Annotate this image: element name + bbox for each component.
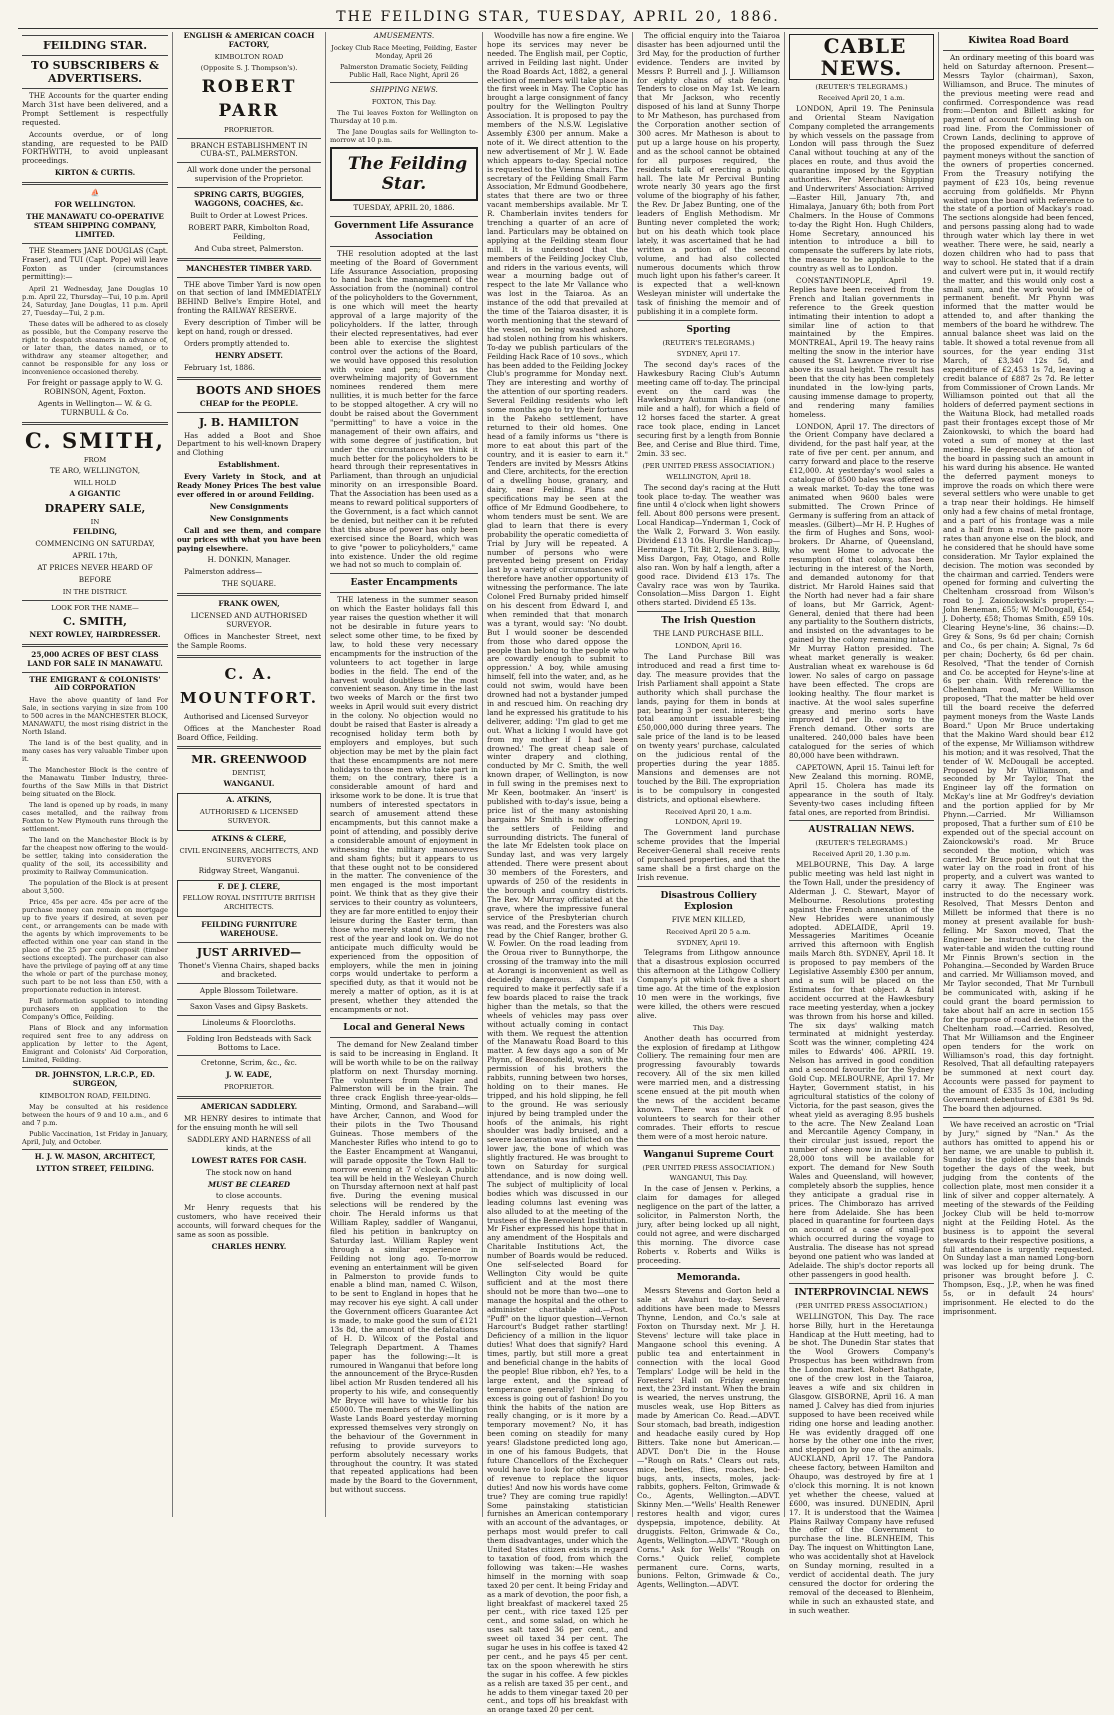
thonet-chairs: Thonet's Vienna Chairs, shaped backs and bracketed. <box>178 961 320 979</box>
henry-requests: Mr Henry requests that his customers, who have received their accounts, will forward cheques for the same as soon as possible. <box>177 1203 321 1240</box>
subscribers-heading: TO SUBSCRIBERS & ADVERTISERS. <box>31 59 159 85</box>
mountfort-offices: Offices at the Manchester Road Board Office, Feilding. <box>177 723 321 742</box>
wellington-agents: Agents in Wellington— W. & G. TURNBULL & Co. <box>37 399 153 418</box>
saddlery-harness: SADDLERY AND HARNESS of all kinds, at the <box>187 1134 311 1153</box>
manawatu-company: THE MANAWATU CO-OPERATIVE STEAM SHIPPING COMPANY, LIMITED. <box>26 211 164 239</box>
irish-body-2: The Government land purchase scheme provides that the Imperial Receiver-General shall receive rents of purchased properties, and that the same shall be a first charge on the Irish revenue. <box>637 828 780 882</box>
sporting-heading: Sporting <box>686 325 731 335</box>
commencing: COMMENCING ON SATURDAY, <box>35 539 155 549</box>
atkins-surveyor: AUTHORISED & LICENSED SURVEYOR. <box>199 808 299 826</box>
cable-body-2: CONSTANTINOPLE, April 19. Replies have been received from the French and Italian governments in reference to the Greek question intimating their intention to adopt a similar line of action to that maintained by the Empires. MONTREAL, April 19. The heavy rains melting the snow in the interior have caused the St. Lawrence river to rise above its usual height. The result has been that the city has been completely inundated in the low-lying parts, causing immense damage to property, and rendering many families homeless. <box>789 276 934 419</box>
column-7 <box>938 32 1098 1517</box>
greenwood: MR. GREENWOOD <box>191 753 307 767</box>
for-wellington: FOR WELLINGTON. <box>54 200 136 210</box>
mountfort-authorised: Authorised and Licensed Surveyor <box>184 711 309 721</box>
kiwitea-heading: Kiwitea Road Board <box>968 36 1069 46</box>
wellington-dateline: WELLINGTON, April 18. <box>666 472 751 481</box>
spring-carts: SPRING CARTS, BUGGIES, WAGGONS, COACHES, &c. <box>193 190 305 209</box>
close-accounts: to close accounts. <box>215 1191 283 1201</box>
column-3 <box>325 32 482 1517</box>
parr-signature: ROBERT PARR, Kimbolton Road, Feilding, <box>188 222 310 241</box>
a-atkins: A. ATKINS, <box>226 795 272 805</box>
licensed-surveyor: LICENSED AND AUTHORISED SURVEYOR. <box>190 611 308 629</box>
wanganui-dateline: WANGANUI, This Day. <box>669 1174 748 1183</box>
plans-block: Plans of Block and any information required sent free to any address on application by letter to the Agent, Emigrant and Colonists' Aid Corporation, Limited, Feilding. <box>22 1024 168 1065</box>
cretonne: Cretonne, Scrim, &c., &c. <box>201 1058 297 1068</box>
interprovincial-body: WELLINGTON, This Day. The race horse Billy, hurt in the Heretaunga Handicap at the Hutt meeting, had to be shot. The Dunedin Star states that the Wool Growers Company's Prospectus has been withdrawn from the London market. Robert Bathgate, one of the crew lost in the Taiaroa, leaves a wife and six children in Glasgow. GISBORNE, April 16. A man named J. Calvey has died from injuries supposed to have been received while riding one horse and leading another. He was evidently dragged off one horse by the other one into the river, and stepped on by one of the animals. AUCKLAND, April 17. The Pandora cheese factory, between Hamilton and Ohaupo, was destroyed by fire at 1 o'clock this morning. It is not known yet whether the cheese, valued at £600, was insured. DUNEDIN, April 17. It is understood that the Waimea Plains Railway Company have refused the offer of the Government to purchase the line. BLENHEIM, This Day. The inquest on Whittington Lane, who was accidentally shot at Havelock on Sunday morning, resulted in a verdict of accidental death. The jury censured the doctor for ordering the removal of the deceased to Blenheim, while in such an exhausted state, and in such weather. <box>789 1311 934 1615</box>
consult-hours: May be consulted at his residence between the hours of 9 and 10 a.m., and 6 and 7 p.m. <box>22 1103 168 1128</box>
establishment: Establishment. <box>218 460 280 470</box>
colliery-received: Received April 20 5 a.m. <box>666 927 751 936</box>
orders-attended: Orders promptly attended to. <box>184 338 290 348</box>
steamers-notice: THE Steamers JANE DOUGLAS (Capt. Fraser), and TUI (Capt. Pope) will leave Foxton as under (circumstances permitting):— <box>22 245 168 282</box>
london-19: LONDON, April 19. <box>675 818 742 827</box>
sydney-dateline: SYDNEY, April 17. <box>676 349 741 358</box>
palmerston-address: Palmerston address— <box>184 567 263 577</box>
saxon-vases: Saxon Vases and Gipsy Baskets. <box>189 1001 309 1011</box>
interprovincial-source: (PER UNITED PRESS ASSOCIATION.) <box>795 1301 928 1310</box>
owen-offices: Offices in Manchester Street, next the Sample Rooms. <box>177 631 321 650</box>
local-notes: We have received an acrostic on "Trial by Jury," signed by "Nan." As the authors has omitted to append his or her name, we are unable to publish it. Sunday is the golden clasp that binds together the days of the week, but judging from the contents of the collection plate, most men consider it a link of silver and copper alternately. A meeting of the stewards of the Feilding Jockey Club will be held to-morrow night at the Feilding Hotel. As the business is to appoint the several stewards to their respective positions, a full attendance is urgently requested. On Sunday last a man named Long-born was locked up for being drunk. The prisoner was brought before J. C. Thompson, Esq., J.P., when he was fined 5s, or in default 24 hours' imprisonment. He elected to do the imprisonment. <box>943 1119 1094 1316</box>
folding-bedsteads: Folding Iron Bedsteads with Sack Bottoms to Lace. <box>186 1033 312 1052</box>
gov-life-body: THE resolution adopted at the last meeting of the Board of Government Life Assurance Association, proposing to hand back the management of the Association from the (nominal) control of the policyholders to the Government, is one which will meet the hearty approval of a large majority of the policyholders. If the latter, through their elected representatives, had ever been able to exercise the slightest control over the actions of the Board, we would have opposed this resolution with voice and pen; but as the overwhelming majority of Government nominees rendered them mere nullities, it is much better for the farce to be stopped altogether. A cry will no doubt be raised about the Government "permitting" to have a voice in the management of their own affairs, and with some degree of justification, but under the circumstances we think it much better for the policyholders to be heard through their representatives in Parliament, than through an unjudicial minority on an irresponsible Board. That the Association has been used as a means to reward political supporters of the Government, is a fact which cannot be denied, but neither can it be refuted that this abuse of power has only been exercised since the Board, which was to give "power to policyholders," came into existence. Under the old regime we had not so much to complain of. <box>330 248 478 570</box>
linoleums: Linoleums & Floorcloths. <box>202 1017 296 1027</box>
kiwitea-body: An ordinary meeting of this board was held on Saturday afternoon. Present—Messrs Taylor (chairman), Saxon, Williamson, and Bruce. The minutes of the previous meeting were read and confirmed. Correspondence was read from:—Denton and Billett asking for payment of account for felling bush on road line. From the Commissioner of Crown Lands, declining to approve of the proposed expenditure of deferred payment moneys without the sanction of the owners of properties concerned. From the Treasury notifying the payment of £23 10s, being revenue accruing from goldfields. Mr Phynn waited upon the board with reference to the state of a portion of Mackay's road. The sections alongside had been fenced, and persons passing along had to wade through water which lay there in wet weather. There were, he said, nearly a dozen children who had to pass that way to school. He stated that if a drain and culvert were put in, it would rectify the matter, and this would only cost a small sum, and the work would be of permanent benefit. Mr Phynn was informed that the matter would be attended to, and after thanking the members of the board he withdrew. The annual balance sheet was laid on the table. It showed a total revenue from all sources, for the year ending 31st March, of £3,340 12s 5d, and expenditure of £2,453 1s 7d, leaving a credit balance of £887 2s 7d. Re letter from Commissioner of Crown Lands. Mr Williamson pointed out that all the holders of deferred payment sections in the Waituna Block, had metalled roads past their frontages except those of Mr Zaionkowski, to which the board had voted a sum of money at the last meeting. He deprecated the action of the board in passing such an amount in his ward during his absence. He wanted the deferred payment moneys to improve the roads on which there were several settlers who were unable to get a trap near their holdings. He himself only had a few chains of metal frontage, and a part of his frontage was a mile and a half from a road. He paid more rates than anyone else on the block, and he considered that he should have some consideration. Mr Taylor explained the decision. The motion was seconded by the chairman and carried. Tenders were opened for forming and culverting the Cheltenham crossroad from Wilson's road to J. Zaionckowski's property:—John Beneman, £55; W. McDougall, £54; J. Doherty, £58; Thomas Smith, £59 10s. Clearing Heyne's-line, 36 chains:—D. Grey & Sons, 9s 6d per chain; Cornish and Co., 6s per chain; A. Signal, 7s 6d per chain; Docherty, 6s 6d per chain. Resolved, "That the tender of Cornish and Co. be accepted for Heyne's-line at 6s per chain. With reference to the Cheltenham road, Mr Williamson proposed, "That the matter be held over till the board receive the deferred payment moneys from the Waste Lands Board." Upon Mr Bruce undertaking that the Makino Ward should bear £12 of the expense, Mr Williamson withdrew his motion; and it was resolved, That the tender of W. McDougall be accepted. Proposed by Mr Williamson, and seconded by Mr Taylor, That the Engineer lay off the formation on McKay's line at Mr Godfrey's deviation and the portion applied for by Mr Phynn.—Carried. Mr Williamson proposed, That a further sum of £10 be expended out of the special account on Zaionckowski's road. Mr Bruce seconded the motion, which was carried. Mr Bruce pointed out that the water lay on the road in front of his property, and a culvert was wanted to carry it away. The Engineer was instructed to do the necessary work. Resolved, That Messrs Denton and Millett be informed that there is no money at present available for bush-felling. Mr Saxon moved, That the Engineer be instructed to clear the water-table and widen the cutting round Mr Finnis Brown's section in the Pohangina.—Seconded by Warden Bruce and carried. Mr Williamson moved, and Mr Taylor seconded, That Mr Turnbull be communicated with, asking if he could grant the board permission to take about half an acre in section 155 for the purpose of road deviation on the Cheltenham road.—Carried. Resolved, That Mr Williamson and the Engineer open tenders for the work on Williamson's road, this day fortnight. Resolved, That all defaulting ratepayers be summoned at next court day. Accounts were passed for payment to the amount of £335 3s 10d, including Government debentures of £381 9s 9d. The board then adjourned. <box>943 53 1094 1113</box>
dates-disclaimer: These dates will be adhered to as closely as possible, but the Company reserve the right to despatch steamers in advance of, or later than, the dates named, or to withdraw any steamer altogether, and cannot be responsible for any loss or inconvenience occasioned thereby. <box>22 320 168 377</box>
tui-leaves: The Tui leaves Foxton for Wellington on Thursday at 10 p.m. <box>330 108 478 125</box>
vaccination: Public Vaccination, 1st Friday in January, April, July, and October. <box>22 1130 168 1147</box>
c-smith-title: C. SMITH, <box>25 427 165 453</box>
american-saddlery: AMERICAN SADDLERY. <box>200 1102 298 1112</box>
in-text: IN <box>90 517 100 526</box>
colliery-body: Telegrams from Lithgow announce that a disastrous explosion occurred this afternoon at the Lithgow Colliery Company's pit which took five a short time ago. At the time of the explosion 10 men were in the workings, five were killed, the others were rescued alive. <box>637 948 780 1020</box>
column-6 <box>784 32 938 1615</box>
just-arrived: JUST ARRIVED— <box>196 946 302 960</box>
dentist: DENTIST, <box>232 769 266 778</box>
cable-news-heading: CABLE NEWS. <box>789 34 934 80</box>
irish-received: Received April 20, 1 a.m. <box>665 807 752 816</box>
local-news-body: The demand for New Zealand timber is said to be increasing in England. It will be worth while to be on the railway platform on next Thursday morning. The volunteers from Napier and Palmerston will be in the train. The three crack English three-year-olds—Minting, Ormond, and Saraband—will have Archer, Cannon, and Wood for their pilots in the Two Thousand Guineas. Those members of the Manchester Rifles who intend to go to the Easter Encampment at Wanganui, will parade opposite the Town Hall to-morrow evening at 7 o'clock. A public tea will be held in the Wesleyan Church on Thursday afternoon next at half past five. During the evening musical selections will be rendered by the choir. The Herald informs us that William Rapley, saddler of Wanganui, filed his petition in bankruptcy on Saturday last. William Rapley went through a similar experience in Feilding not long ago. To-morrow evening an entertainment will be given in Palmerston to provide funds to enable a blind man, named C. Wilson, to be sent to England in hopes that he may recover his eye sight. A call under the Government officers Guarantee Act is made, to make good the sum of £121 13s 8d, the amount of the defalcations of H. D. Wilcox of the Postal and Telegraph Department. A Thames paper has the following:—It is rumoured in Wanganui that before long the announcement of the Bryce-Rusden libel action Mr Rusden tendered all his property to his wife, and consequently Mr Bryce will have to whistle for his £5000. The members of the Wellington Waste Lands Board yesterday morning expressed themselves very strongly on the behaviour of the Government in refusing to provide surveyors to perform absolutely necessary works throughout the country. It was stated that repeated applications had been made by the Board to the Government, but without success. <box>330 1039 478 1495</box>
memoranda-heading: Memoranda. <box>676 1273 741 1284</box>
smith-from: FROM <box>83 455 107 464</box>
court-source: (PER UNITED PRESS ASSOCIATION.) <box>642 1163 775 1172</box>
dramatic-society: Palmerston Dramatic Society, Feilding Public Hall, Race Night, April 26 <box>340 62 468 79</box>
de-clere: F. DE J. CLERE, <box>217 881 281 891</box>
henry-intimate: MR HENRY desires to intimate that for the ensuing month he will sell <box>177 1114 321 1132</box>
frank-owen: FRANK OWEN, <box>218 599 280 609</box>
australian-body: MELBOURNE, This Day. A large public meeting was held last night in the Town Hall, under the presidency of Alderman J. C. Stewart, Mayor of Melbourne. Resolutions protesting against the French annexation of the New Hebrides were unanimously adopted. ADELAIDE, April 19. Messageries Maritimes Oceanie arrived this afternoon with English mails March 8th. SYDNEY, April 18. It is proposed to pay members of the Legislative Assembly £300 per annum, and a sum will be placed on the Estimates for that object. A fatal accident occurred at the Hawkesbury race meeting yesterday, when a jockey was thrown from his horse and killed. The six days' walking match terminated at midnight yesterday. Scott was the winner, completing 424 miles to Edwards' 406. APRIL 19. Nelson has arrived in good condition and a second favourite for the Sydney Gold Cup. MELBOURNE, April 17. Mr Hayter, Government statist, in his agricultural statistics of the colony of Victoria, for the past season, gives the wheat yield as averaging 8.95 bushels to the acre. The New Zealand Loan and Mercantile Agency Company, in their circular just issued, report the number of sheep now in the colony at 28,000 tons will be available for export. The demand for New South Wales and Queensland, will however, completely absorb the supplies, hence they anticipate a gradual rise in prices. The Chimborazo has arrived here from Adelaide. She has been placed in quarantine for fourteen days on account of a case of small-pox which occurred during the voyage to Australia. The disease has not spread beyond one patient who was landed at Adelaide. The ship's doctor reports all other passengers in good health. <box>789 860 934 1279</box>
timber-yard-heading: MANCHESTER TIMBER YARD. <box>186 263 312 273</box>
built-to-order: Built to Order at Lowest Prices. <box>190 210 308 220</box>
feb-date: February 1st, 1886. <box>184 362 255 372</box>
apple-blossom: Apple Blossom Toiletware. <box>199 985 299 995</box>
masthead: THE FEILDING STAR, TUESDAY, APRIL 20, 1886. <box>18 6 1098 29</box>
column-2 <box>172 32 325 1517</box>
lytton-street: LYTTON STREET, FEILDING. <box>36 1163 154 1173</box>
prices-never: AT PRICES NEVER HEARD OF <box>37 563 153 573</box>
kimbolton-road-2: KIMBOLTON ROAD <box>214 52 284 61</box>
henry-adsett: HENRY ADSETT. <box>215 350 283 360</box>
sailing-dates: April 21 Wednesday, Jane Douglas 10 p.m. April 22, Thursday—Tui, 10 p.m. April 24, Saturday, Jane Douglas, 11 p.m. April 27, Tuesday—Tui, 2 p.m. <box>22 285 168 318</box>
look-for-name: LOOK FOR THE NAME— <box>51 603 139 612</box>
the-square: THE SQUARE. <box>221 579 277 589</box>
atkins-clere: ATKINS & CLERE, <box>211 833 287 843</box>
accounts-notice: THE Accounts for the quarter ending March 31st have been delivered, and a Prompt Settlement is respectfully requested. <box>22 91 168 127</box>
hutt-races: The second day's racing at the Hutt took place to-day. The weather was fine until 4 o'clock when light showers fell. About 800 persons were present. Local Handicap—Ynderman 1, Cock of the Walk 2, Forward 3. Won easily. Dividend £13 10s. Hurdle Handicap—Hermitage 1, Tit Bit 2, Silence 3. Billy, Miss Dargon, Fay, Otago, and Rolle also ran. Won by half a length, after a good race. Dividend £13 17s. The Cavalry race was won by Taurika. Consolation—Miss Dargon 1. Eight others started. Dividend £5 13s. <box>637 482 780 608</box>
eade-proprietor: PROPRIETOR. <box>224 1083 274 1092</box>
lowest-rates: LOWEST RATES FOR CASH. <box>191 1155 307 1165</box>
opposite-thompson: (Opposite S. J. Thompson's). <box>200 63 298 72</box>
boots-and-shoes: BOOTS AND SHOES <box>196 383 321 397</box>
robert-parr-title: ROBERT PARR <box>201 76 297 121</box>
jockey-races: Jockey Club Race Meeting, Feilding, Easter Monday, April 26 <box>331 43 477 60</box>
land-quality: The land is of the best quality, and in many cases has very valuable Timber upon it. <box>22 739 168 764</box>
court-body: In the case of Jensen v. Perkins, a claim for damages for alleged negligence on the part of the latter, a solicitor, in Palmerston North, the jury, after being locked up all night, could not agree, and were discharged this morning. The divorce case Roberts v. Roberts and Wilks is proceeding. <box>637 1184 780 1265</box>
five-killed: FIVE MEN KILLED, <box>671 914 746 924</box>
jw-eade: J. W. EADE, <box>226 1070 272 1080</box>
timber-yard-body: THE above Timber Yard is now open on that section of land IMMEDIATELY BEHIND Bellve's Empire Hotel, and fronting the RAILWAY RESERVE. <box>177 279 321 316</box>
in-district: IN THE DISTRICT. <box>62 588 128 596</box>
dr-johnston: DR. JOHNSTON, L.R.C.P., ED. SURGEON, <box>35 1070 155 1089</box>
local-news-heading: Local and General News <box>343 1022 465 1033</box>
colliery-this-day: This Day. <box>692 1023 725 1032</box>
emigrant-corporation: THE EMIGRANT & COLONISTS' AID CORPORATION <box>29 674 161 693</box>
civil-engineers: CIVIL ENGINEERS, ARCHITECTS, AND SURVEYORS <box>179 846 319 864</box>
amusements-heading: AMUSEMENTS. <box>373 31 435 40</box>
charles-henry: CHARLES HENRY. <box>211 1241 287 1251</box>
australian-source: (REUTER'S TELEGRAMS.) <box>815 839 908 848</box>
feilding-star-heading: FEILDING STAR. <box>42 39 148 52</box>
gigantic: A GIGANTIC <box>69 488 121 498</box>
court-heading: Wanganui Supreme Court <box>643 1149 774 1160</box>
timber-description: Every description of Timber will be kept on hand, rough or dressed. <box>177 318 321 337</box>
sydney-19: SYDNEY, April 19. <box>676 938 741 947</box>
must-be-cleared: MUST BE CLEARED <box>207 1179 291 1189</box>
full-information: Full information supplied to intending purchasers on application to the Company's Office, Feilding. <box>22 997 168 1022</box>
new-consignments-1: New Consignments <box>209 501 289 511</box>
cable-body-3: LONDON, April 17. The directors of the Orient Company have declared a dividend, for the past half year, at the rate of five per cent. per annum, and carry forward and place to the reserve £12,000. At yesterday's wool sales a catalogue of 8500 bales was offered to a weak market. To-day the tone was animated when 9600 bales were submitted. The Crown Prince of Germany is suffering from an attack of measles. (Gilbert)—Mr H. P. Hughes of the firm of Hughes and Sons, wool-brokers. Dr Aharne, of Queensland, who went Home to advocate the resumption of that colony, has been lecturing in the interest of the North, and demanded autonomy for that district. Mr Harold Haines said that the North had never had a fair share of loans, but Mr Garrick, Agent-General, denied that there had been any partiality to the Southern districts, and insisted on the advantages to be gained by the colony remaining intact. Mr Murray Hatton presided. The wheat market generally is weaker. Australian wheat ex warehouse is 6d lower. No sales of cargo on passage have been effected. The crops are looking healthy. The flour market is inactive. At the wool sales superfine greasy and merino sorts have improved 1d per lb. owing to the French demand. Other sorts are unaltered. 240,000 bales have been catalogued for the series of which 80,000 have been withdrawn. <box>789 421 934 761</box>
kirton-curtis-signature: KIRTON & CURTIS. <box>54 168 136 178</box>
taiaroa-enquiry: The official enquiry into the Taiaroa disaster has been adjourned until the 3rd May, for the production of further evidence. Tenders are invited by Messrs P. Burrell and J. J. Williamson for eighty chains of stab fencing. Tenders to close on May 1st. We learn that Mr Jackson, who recently disposed of his land at Sunny Thorpe to Mr Matheson, has purchased from the Corporation another section of 300 acres. Mr Matheson is about to put up a large house on his property, and as the school cannot be obtained for all purposes required, the residents talk of erecting a public hall. The late Mr Percival Bunting wrote nearly 30 years ago the first volume of the biography of his father, the Rev. Dr Jabez Bunting, one of the leaders of English Methodism. Mr Bunting never completed the work; but on his death which took place lately, it was ascertained that he had written a portion of the second volume, and had also collected numerous documents which throw much light upon his father's career. It is expected that a well-known Wesleyan minister will undertake the task of finishing the memoir and of publishing it in a complete form. <box>637 31 780 317</box>
memoranda-body: Messrs Stevens and Gorton held a sale at Awahuri to-day. Several additions have been made to Messrs Thynne, Lendon, and Co.'s sale at Foxton on Thursday next. Mr J. H. Stevens' lecture will take place in Mangaone school this evening. A public tea and entertainment in connection with the local Good Templars' Lodge will be held in the Foresters' Hall on Friday evening next, the 23rd instant. When the brain is wearied, the nerves unstrung, the muscles weak, use Hop Bitters as made by American Co. Read.—ADVT. Sour stomach, bad breath, indigestion and headache easily cured by Hop Bitters. Take none but American.—ADVT. Don't Die in the House—"Rough on Rats." Clears out rats, mice, beetles, flies, roaches, bed-bugs, ants, insects, moles, jack-rabbits, gophers. Felton, Grimwade & Co., Agents, Wellington.—ADVT. Skinny Men.—"Wells' Health Renewer restores health and vigor, cures dyspepsia, impotence, debility. At druggists. Felton, Grimwade & Co., Agents, Wellington.—ADVT. "Rough on Corns." Ask for Wells' "Rough on Corns." Quick relief, complete permanent cure. Corns, warts, bunions. Felton, Grimwade & Co., Agents, Wellington.—ADVT. <box>637 1286 780 1590</box>
column-4 <box>482 31 632 1715</box>
hamilton-body: Has added a Boot and Shoe Department to his well-known Drapery and Clothing <box>177 430 321 458</box>
timber-centre: The Manchester Block is the centre of the Manawatu Timber Industry, three-fourths of the Saw Mills in that District being situated on the Block. <box>22 766 168 799</box>
furniture-warehouse: FEILDING FURNITURE WAREHOUSE. <box>201 920 297 939</box>
sale-date: APRIL 17th, <box>72 551 118 561</box>
call-and-see: Call and see them, and compare our prices with what you have been paying elsewhere. <box>177 525 321 553</box>
cheap-for-people: CHEAP for the PEOPLE. <box>199 398 299 408</box>
kimbolton-road: KIMBOLTON ROAD, FEILDING. <box>39 1092 151 1101</box>
mountfort-title: C. A. MOUNTFORT. <box>180 664 318 707</box>
column-5 <box>632 31 784 1590</box>
cable-body-1: LONDON, April 19. The Peninsula and Oriental Steam Navigation Company completed the arrangements by which vessels on the passage from London will pass through the Suez Canal without touching at any of the places en route, and thus avoid the quarantine imposed by the Egyptian authorities. Per Merchant Shipping and Underwriters' Association: Arrived—Easter Hill, January 7th, and Himalaya, January 6th; both from Port Chalmers. In the House of Commons to-day the Right Hon. Hugh Childers, Home Secretary, announced his intention to introduce a bill to compensate the sufferers by late riots, the measure to be applicable to the country as well as to London. <box>789 103 934 274</box>
cable-received: Received April 20, 1 a.m. <box>818 93 905 102</box>
hawkesbury-races: The second day's races of the Hawkesbury Racing Club's Autumn meeting came off to-day. The principal event on the card was the Hawkesbury Autumn Handicap (one mile and a half), for which a field of 12 horses faced the starter. A great race took place, ending in Lancet securing first by a length from Bonnie Bee, and Cerise and Blue third. Time, 2min. 33 sec. <box>637 359 780 458</box>
cable-body-4: CAPETOWN, April 15. Tainui left for New Zealand this morning. ROME, April 15. Cholera has made its appearance in the south of Italy. Seventy-two cases including fifteen fatal ones, are reported from Brindisi. <box>789 762 934 817</box>
will-hold: WILL HOLD <box>73 478 117 487</box>
cheapest-land: The land on the Manchester Block is by far the cheapest now offering to the would-be settler, taking into consideration the quality of the soil, its accessibility and proximity to Railway Communication. <box>22 836 168 877</box>
mason-architect: H. J. W. MASON, ARCHITECT, <box>34 1152 156 1162</box>
feilding-star-title: The Feilding Star. <box>347 153 468 194</box>
cuba-street: And Cuba street, Palmerston. <box>194 243 304 253</box>
column-1 <box>18 32 172 1517</box>
colliery-heading: Disastrous Colliery Explosion <box>660 890 757 912</box>
irish-body: The Land Purchase Bill was introduced and read a first time to-day. The measure provides that the Irish Parliament shall appoint a State authority which shall purchase the lands, paying for them in bonds at par, bearing 3 per cent. interest; the total amount issuable being £50,000,000 during three years. The sale price of the land is to be leased on twenty years' purchase, calculated on the judicious rental of the properties during the year 1885. Mansions and demenses are not touched by the Bill. The expropriation is to be compulsory in congested districts, and optional elsewhere. <box>637 652 780 804</box>
australian-received: Received April 20, 1.30 p.m. <box>812 850 911 859</box>
price-terms: Price, 45s per acre. 45s per acre of the purchase money can remain on mortgage up to five years if desired, at seven per cent., or arrangements can be made with the agents by which improvements to be effected within one year can stand in the place of the 25 per cent. deposit (timber sections excepted). The purchaser can also have the privilege of paying off at any time the whole or part of the purchase money, such part to be not less than £50, with a proportionate reduction in interest. <box>22 898 168 995</box>
feilding-place: FEILDING, <box>72 527 118 537</box>
jane-sails: The Jane Douglas sails for Wellington to-morrow at 10 p.m. <box>330 127 478 144</box>
jb-hamilton: J. B. HAMILTON <box>199 415 299 429</box>
branch-establishment: BRANCH ESTABLISHMENT IN CUBA-ST., PALMERSTON. <box>190 140 308 159</box>
land-purchase-bill: THE LAND PURCHASE BILL. <box>653 629 764 639</box>
personal-supervision: All work done under the personal supervision of the Proprietor. <box>187 165 311 184</box>
australian-news-heading: AUSTRALIAN NEWS. <box>808 825 915 836</box>
shipping-heading: SHIPPING NEWS. <box>370 84 438 94</box>
te-aro: TE ARO, WELLINGTON, <box>49 465 141 475</box>
population: The population of the Block is at present about 3,500. <box>22 879 168 896</box>
acres-for-sale: 25,000 ACRES OF BEST CLASS LAND FOR SALE IN MANAWATU. <box>27 649 163 668</box>
donkin-manager: H. DONKIN, Manager. <box>207 555 291 565</box>
interprovincial-heading: INTERPROVINCIAL NEWS <box>794 1287 929 1298</box>
emigrant-body: Have the above quantity of land For Sale, in sections varying in size from 100 to 500 acres in the MANCHESTER BLOCK, MANAWATU, the most rising district in the North Island. <box>22 696 168 737</box>
fellow-institute: FELLOW ROYAL INSTITUTE BRITISH ARCHITECTS. <box>182 894 316 912</box>
coach-factory: ENGLISH & AMERICAN COACH FACTORY, <box>183 31 315 49</box>
colliery-body-2: Another death has occurred from the explosion of firedamp at Lithgow Colliery. The remaining four men are progressing favourably towards recovery. All of the six men killed were married men, and a distressing scene ensued at the pit mouth when the news of the accident became known. There was no lack of volunteers to search for their other comrades. Their efforts to rescue them were of a most heroic nature. <box>637 1033 780 1141</box>
overdue-notice: Accounts overdue, or of long standing, are requested to be PAID FORTHWITH, to avoid unpleasant proceedings. <box>22 129 168 166</box>
every-variety: Every Variety in Stock, and at Ready Money Prices The best value ever offered in or around Feilding. <box>177 472 321 499</box>
london-16: LONDON, April 16. <box>675 642 742 651</box>
foxton-day: FOXTON, This Day. <box>371 97 437 106</box>
press-source: (PER UNITED PRESS ASSOCIATION.) <box>642 461 775 470</box>
new-consignments-2: New Consignments <box>209 513 289 523</box>
c-smith-name: C. SMITH, <box>63 614 127 628</box>
irish-heading: The Irish Question <box>661 616 756 627</box>
cable-source: (REUTER'S TELEGRAMS.) <box>815 83 908 91</box>
sporting-source: (REUTER'S TELEGRAMS.) <box>662 339 755 347</box>
easter-body: THE lateness in the summer season on which the Easter holidays fall this year raises the question whether it will not be desirable in future years to select some other time, to be fixed by law, to hold these very necessary encampments for the instruction of the volunteers to act together in large bodies in the field. The end of the harvest would doubtless be the most convenient season. Any time in the last two weeks of March or the first two weeks in April would suit every district in the colony. No objection would no doubt be raised that Easter is already a recognised holiday term both by employers and employes, but such objection may be met by the plain fact that these encampments are not mere holidays to those men who take part in them; on the contrary, there is a considerable amount of hard and irksome work to be done. It is true that numbers of interested spectators in search of amusement attend these encampments, but this cannot make a point of attending, and possibly derive a considerable amount of enjoyment in witnessing the military manoeuvres and sham fights; but it appears to us that these ought not to be considered in the matter. The convenience of the men engaged is the most important point. We think that as they give their services to their country as volunteers, they are far more entitled to enjoy their leisure during the Easter term, than those who merely stand by during the rest of the year and look on. We do not anticipate much difficulty would be experienced from the opposition of employers, while the men in joining corps would undertake to perform a specified duty, as that it would not be merely a matter of option, as it is at present, whether they attended the encampments or not. <box>330 595 478 1015</box>
proprietor: PROPRIETOR. <box>224 125 274 134</box>
stock-on-hand: The stock now on hand <box>206 1167 292 1177</box>
roads-opened: The land is opened up by roads, in many cases metalled, and the railway from Foxton to New Plymouth runs through the settlement. <box>22 801 168 834</box>
freight-agent: For freight or passage apply to W. G. ROBINSON, Agent, Foxton. <box>27 378 163 397</box>
wellington-ship-icon: ⛵ <box>90 188 100 198</box>
gov-life-heading: Government Life Assurance Association <box>334 220 474 242</box>
next-rowley: NEXT ROWLEY, HAIRDRESSER. <box>29 629 161 639</box>
before: BEFORE <box>78 575 112 585</box>
issue-date: TUESDAY, APRIL 20, 1886. <box>353 202 455 212</box>
ridgway-street: Ridgway Street, Wanganui. <box>198 865 300 875</box>
wanganui: WANGANUI. <box>223 779 275 789</box>
drapery-sale: DRAPERY SALE, <box>44 501 146 515</box>
local-news-continued: Woodville has now a fire engine. We hope its services may never be needed. The English mail, per Coptic, arrived in Feilding last night. Under the Road Boards Act, 1882, a general election of members will take place in the first week in May. The Coptic has brought a large consignment of fancy poultry for the Wellington Poultry Association. It is proposed to pay the members of the N.S.W. Legislative Assembly £300 per annum. Make a note of it. We direct attention to the new advertisement of Mr J. W. Eade which appears to-day. Special notice is requested to the Vienna chairs. The secretary of the Feilding Small Farm Association, Mr Edmund Goodbehere, states that there are two or three vacant memberships available. Mr T. R. Chamberlain invites tenders for trenching a quarter of an acre of land. Particulars may be obtained on applying at the Feilding steam flour mill. It is understood that the members of the Feilding Jockey Club, and riders in the various events, will wear a mourning badge out of respect to the late Mr Vallance who was lost in the Taiaroa. As an instance of the odd that prevailed at the time of the Taiaroa disaster, it is worth mentioning that the steward of the vessel, on being washed ashore, had stolen nothing from his whiskers. To-day we publish particulars of the Feilding Hack Race of 10 sovs., which has been added to the Feilding Jockey Club's programme for Monday next. They are interesting and worthy of the attention of our sporting readers. Several Feilding residents who left some months ago to try their fortunes in the Pakeho settlement, have returned to their old homes. One head of a family informs us "there is more to eat about this part of the country, and it is easier to earn it." Tenders are invited by Messrs Atkins and Clere, architects, for the erection of a dwelling house, granary, and dairy, near Feilding. Plans and specifications may be seen at the office of Mr Edmund Goodbehere, to whom tenders must be sent. We are glad to learn that there is every probability the operatic comedietta of Trial by Jury will be repeated. A number of persons who were prevented being present on Friday last by a variety of circumstances will therefore have another opportunity of witnessing the performance. The late Colonel Fred Burnaby prided himself on his descent from Edward I, and when reminded that that monarch was a tyrant, would say: 'No doubt. But I would sooner be descended from those who dared oppose the people than belong to the people who are cowardly enough to submit to oppression.' A boy, while amusing himself, fell into the water, and, as he could not swim, would have been drowned had not a bystander jumped in and rescued him. On reaching dry land he expressed his gratitude to his deliverer, adding: 'I'm glad to get me out. What a licking I would have got from my mother if I had been drowned.' The great cheap sale of winter drapery and clothing, conducted by Mr C. Smith, the well known draper, of Wellington, is now in full swing in the premises next to Mr Keen, bootmaker. An 'insert' is published with to-day's issue, being a price list of the many astonishing bargains Mr Smith is now offering the settlers of Feilding and surrounding districts. The funeral of the late Mr Edelsten took place on Sunday last, and was very largely attended. There were present about 30 members of the Foresters, and upwards of 250 of the residents in the borough and country districts. The Rev. Mr Murray officiated at the grave, where the impressive funeral service of the Presbyterian church was read, and the Foresters was also read by the Chief Ranger, brother G. W. Fowler. On the road leading from the Oroua river to Bunnythorpe, the crossing of the tramway into the mill at Aorangi is inconvenient as well as decidedly dangerous. All that is required to make it perfectly safe if a few boards placed to raise the track higher than the metals, so that the wheels of vehicles may pass over without actually coming in contact with them. We request the attention of the Manawatu Road Board to this matter. A few days ago a son of Mr Phynn, of Beaconsfield, was, with the permission of his brothers the rabbits, running between two horses, holding on to their manes. He tripped, and his hold slipping, he fell to the ground. He was seriously injured by being trampled under the hoofs of the animals, his right shoulder was badly bruised, and a severe laceration was inflicted on the lower jaw, the bone of which was slightly fractured. He was brought to town on Saturday for surgical attendance, and is now doing well. The subject of multiplicity of local bodies which was discussed in our leading columns last evening was also alluded to at the meeting of the trustees of the Benevolent Institution. Mr Fisher expressed his hope that in any amendment of the Hospitals and Charitable Institutions Act, the number of Boards would be reduced. One self-selected Board for Wellington City would be quite sufficient and at the most there should not be more than two—one to manage the hospital and the other to administer charitable aid.—Post. "Puff" on the liquor question—Vernon Harcourt's Budget rather startling! Deficiency of a million in the liquor duties! What does that signify? Hard times, partly, but still more a great and beneficial change in the habits of the people! Blue ribbon, eh? Yes, to a large extent, and the spread of temperance generally! Drinking to excess is going out of fashion! Do you think the habits of the nation are really changing, or is it more by a temporary movement? No, it has been coming on steadily for many years! Gladstone predicted long ago, in one of his famous Budgets, that future Chancellors of the Exchequer would have to look for other sources of revenue to replace the liquor duties! And now his words have come true? They are coming true rapidly! Some painstaking statistician furnishes an American contemporary with an account of the advantages, or perhaps most would prefer to call them disadvantages, under which the United States citizen exists in regard to taxation of food, from which the following was taken:—He washes himself in the morning with soap taxed 20 per cent. It being Friday and as a mark of devotion, the poor fish, a light breakfast of mackerel taxed 25 per cent., with rice taxed 125 per cent., and some salad, on which he uses salt taxed 36 per cent., and sweet oil taxed 34 per cent. The sugar he uses in his coffee is taxed 42 per cent., and he pays 45 per cent. tax on the spoon wherewith he stirs the sugar in his coffee. A few pickles as a relish are taxed 35 per cent., and he adds to them vinegar taxed 20 per cent., and tops off his breakfast with an orange taxed 20 per cent. <box>487 31 628 1715</box>
easter-heading: Easter Encampments <box>350 578 458 589</box>
